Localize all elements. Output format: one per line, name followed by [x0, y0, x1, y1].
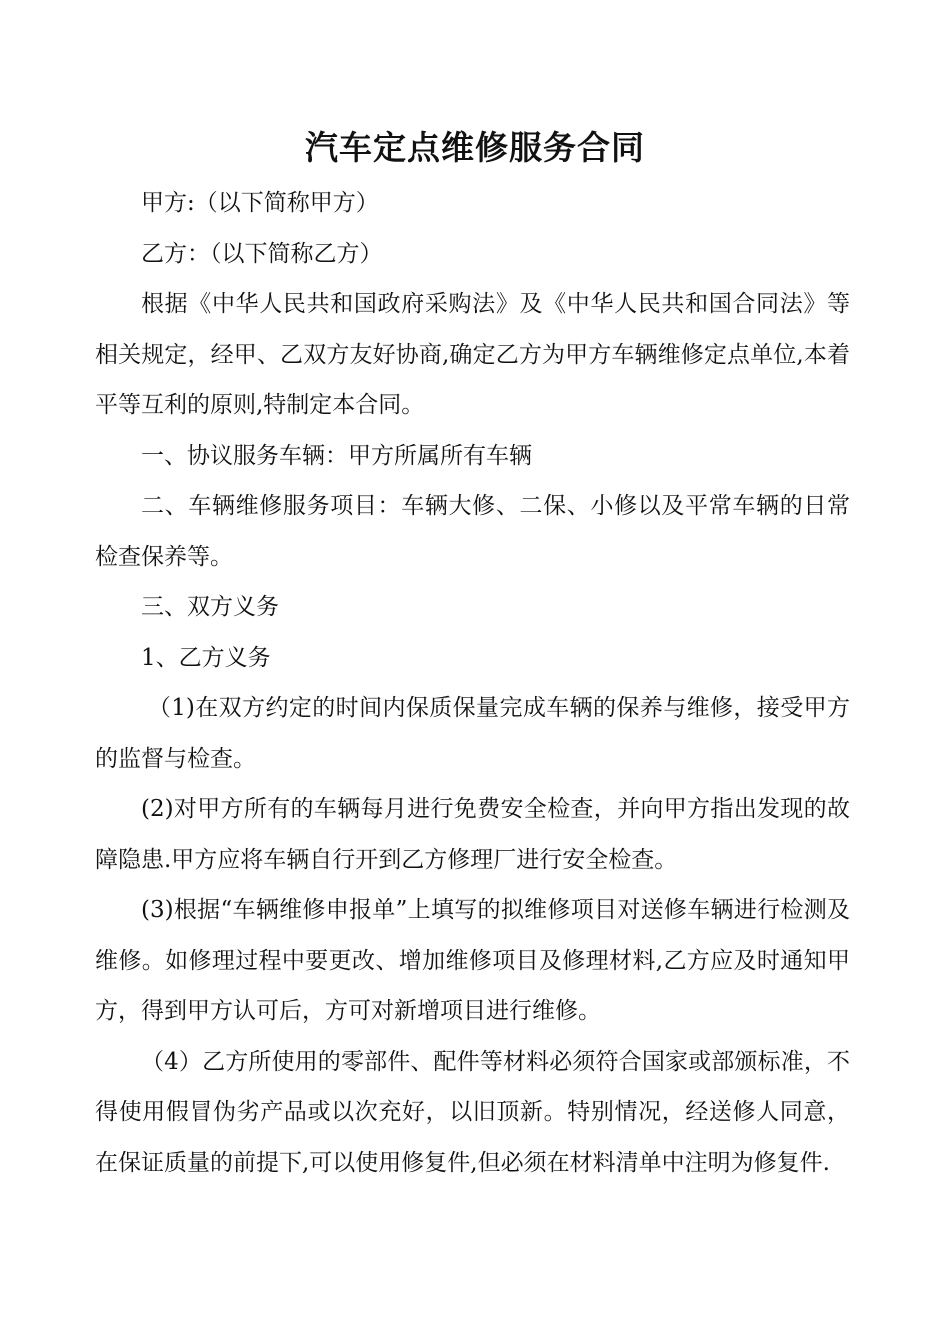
obligation-item-2: (2)对甲方所有的车辆每月进行免费安全检查，并向甲方指出发现的故障隐患.甲方应将车辆自行开到乙方修理厂进行安全检查。: [95, 796, 850, 873]
clause-3-heading: 三、双方义务: [141, 594, 279, 620]
party-a-line: 甲方:（以下简称甲方）: [141, 190, 379, 216]
document-body: [95, 178, 850, 1188]
clause-2-service-items: 二、车辆维修服务项目：车辆大修、二保、小修以及平常车辆的日常检查保养等。: [95, 493, 850, 570]
party-b-line: 乙方：（以下简称乙方）: [141, 240, 383, 267]
clause-1-service-vehicles: 一、协议服务车辆：甲方所属所有车辆: [141, 442, 532, 469]
obligation-item-3: (3)根据“车辆维修申报单”上填写的拟维修项目对送修车辆进行检测及维修。如修理过程中要更改、增加维修项目及修理材料,乙方应及时通知甲方，得到甲方认可后，方可对新增项目进行维修。: [95, 897, 850, 1024]
preamble-paragraph: 根据《中华人民共和国政府采购法》及《中华人民共和国合同法》等相关规定，经甲、乙双方友好协商,确定乙方为甲方车辆维修定点单位,本着平等互利的原则,特制定本合同。: [95, 291, 850, 418]
document-title: 汽车定点维修服务合同: [305, 128, 645, 167]
obligation-item-4: （4）乙方所使用的零部件、配件等材料必须符合国家或部颁标准，不得使用假冒伪劣产品或以次充好，以旧顶新。特别情况，经送修人同意，在保证质量的前提下,可以使用修复件,但必须在材料清单中注明为修复件.: [95, 1048, 850, 1176]
clause-3-1-heading: 1、乙方义务: [141, 644, 271, 671]
obligation-item-1: （1)在双方约定的时间内保质保量完成车辆的保养与维修，接受甲方的监督与检查。: [95, 695, 850, 772]
